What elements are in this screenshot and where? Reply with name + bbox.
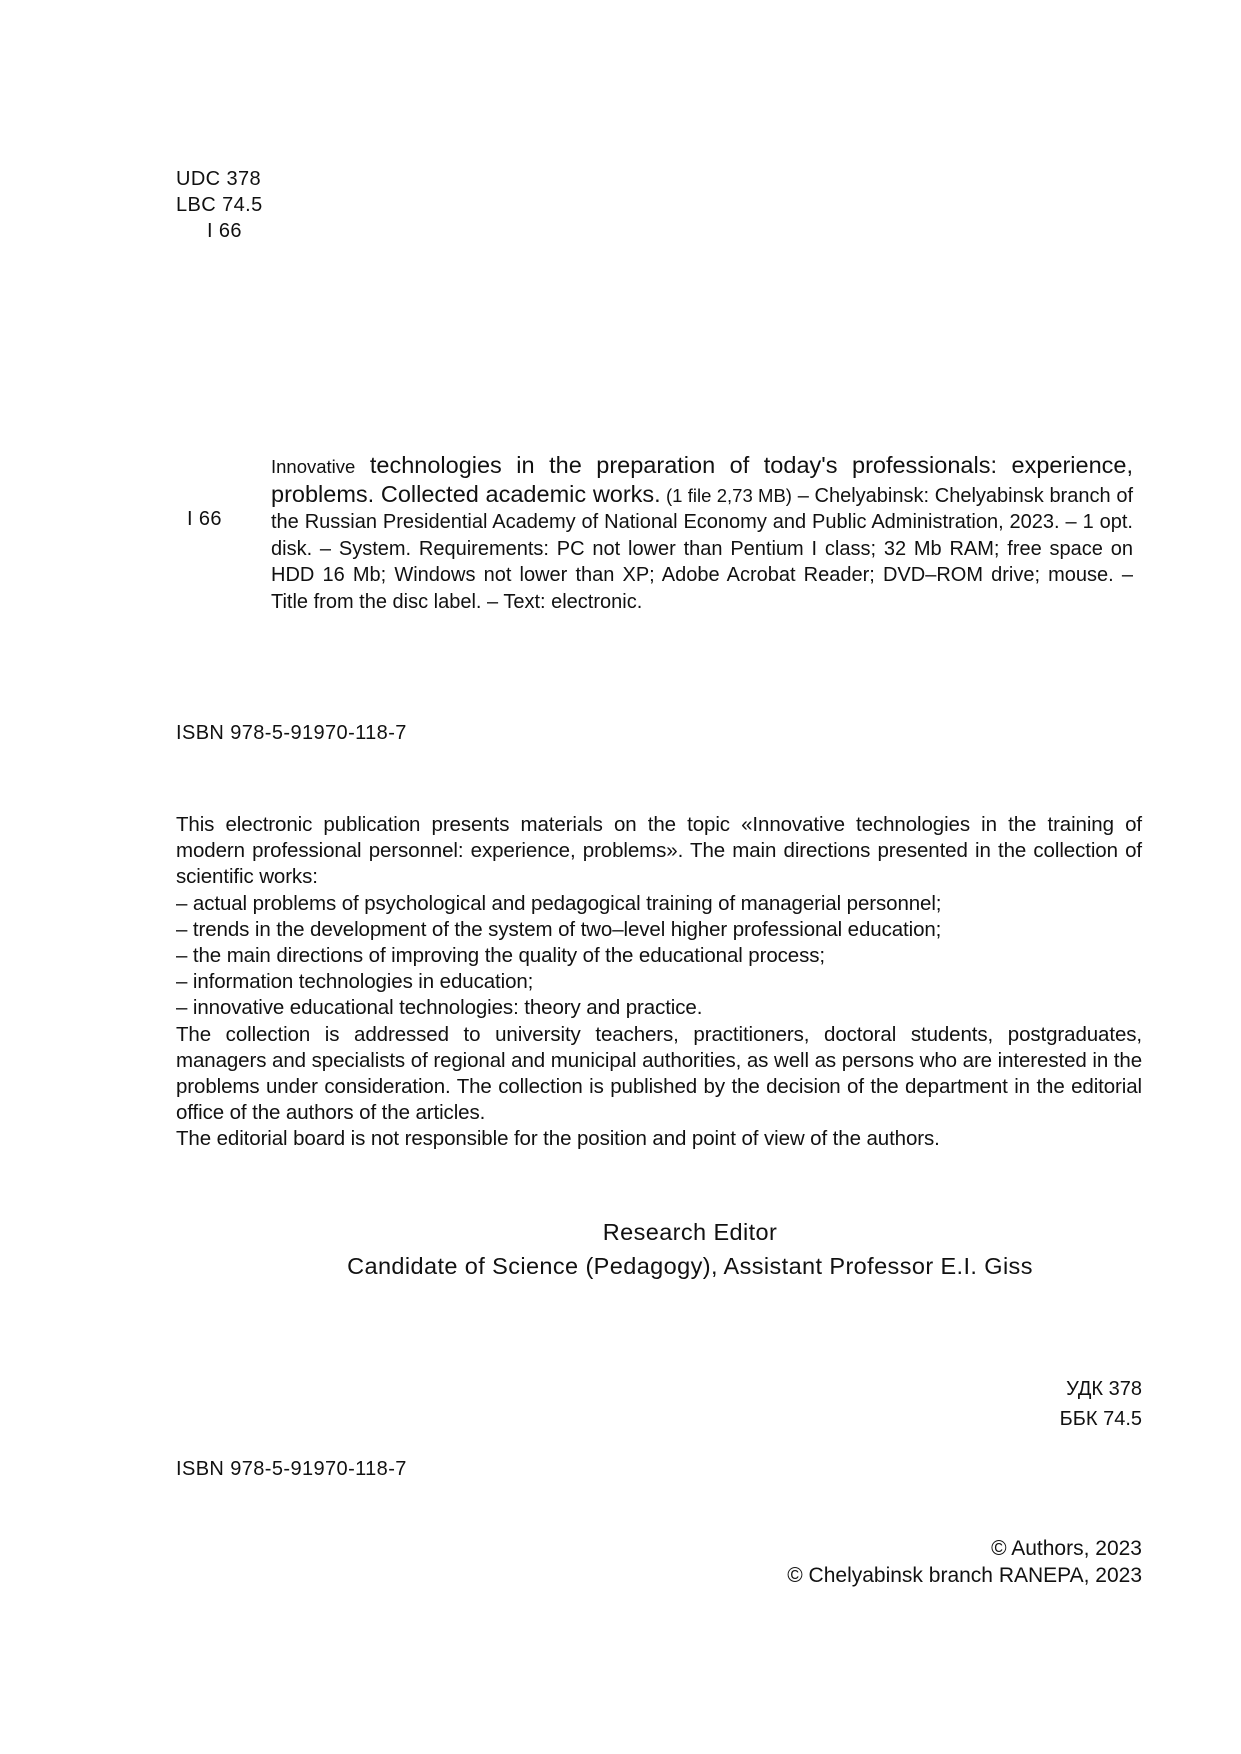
editor-name: Candidate of Science (Pedagogy), Assistant Professor E.I. Giss <box>347 1253 1033 1279</box>
abstract-disclaimer: The editorial board is not responsible for the position and point of view of the authors. <box>176 1127 940 1151</box>
classification-codes <box>176 166 263 244</box>
abstract-audience: The collection is addressed to university teachers, practitioners, doctoral students, postgraduates, managers and specialists of regional and municipal authorities, as well as persons who are interested in the problems under consideration. The collection is published by the decision of the department in the editorial office of the authors of the articles. <box>176 1022 1142 1125</box>
list-item: ‒ actual problems of psychological and pedagogical training of managerial personnel; <box>176 891 942 915</box>
abstract-intro: This electronic publication presents materials on the topic «Innovative technologies in the training of modern professional personnel: experience, problems». The main directions presented in the collection of scientific works: <box>176 813 1142 889</box>
copyright-authors: © Authors, 2023 <box>991 1537 1142 1560</box>
bibliographic-description <box>271 452 1133 615</box>
bibliographic-author-mark: I 66 <box>187 508 222 530</box>
publication-title: technologies in the preparation of today's professionals: experience, problems. Collected academic works. <box>271 452 1133 507</box>
copyright-block <box>787 1535 1142 1589</box>
list-item: ‒ innovative educational technologies: theory and practice. <box>176 996 703 1020</box>
title-lead: Innovative <box>271 456 356 477</box>
isbn-bottom: ISBN 978-5-91970-118-7 <box>176 1458 407 1480</box>
author-mark: I 66 <box>207 220 242 242</box>
list-item: ‒ the main directions of improving the quality of the educational process; <box>176 944 825 968</box>
lbc-code: LBC 74.5 <box>176 194 263 216</box>
russian-classification-codes <box>1060 1374 1142 1434</box>
list-item: ‒ trends in the development of the system of two‒level higher professional education; <box>176 917 942 941</box>
file-info: (1 file 2,73 MB) <box>660 484 792 506</box>
copyright-branch: © Chelyabinsk branch RANEPA, 2023 <box>787 1564 1142 1587</box>
udc-code: UDC 378 <box>176 168 262 190</box>
isbn-top: ISBN 978-5-91970-118-7 <box>176 722 407 744</box>
research-editor-block <box>200 1215 1180 1283</box>
list-item: ‒ information technologies in education; <box>176 970 534 994</box>
bbk-code: ББК 74.5 <box>1059 1408 1142 1430</box>
editor-role: Research Editor <box>602 1219 778 1245</box>
udk-code: УДК 378 <box>1066 1378 1142 1400</box>
abstract <box>176 812 1142 1153</box>
publication-details: ‒ Chelyabinsk: Chelyabinsk branch of the Russian Presidential Academy of National Economy and Public Administration, 2023. ‒ 1 opt. disk. ‒ System. Requirements: PC not lower than Pentium I class; 32 Mb RAM; free space on HDD 16 Mb; Windows not lower than XP; Adobe Acrobat Reader; DVD‒ROM drive; mouse. ‒ Title from the disc label. ‒ Text: electronic. <box>271 484 1133 613</box>
